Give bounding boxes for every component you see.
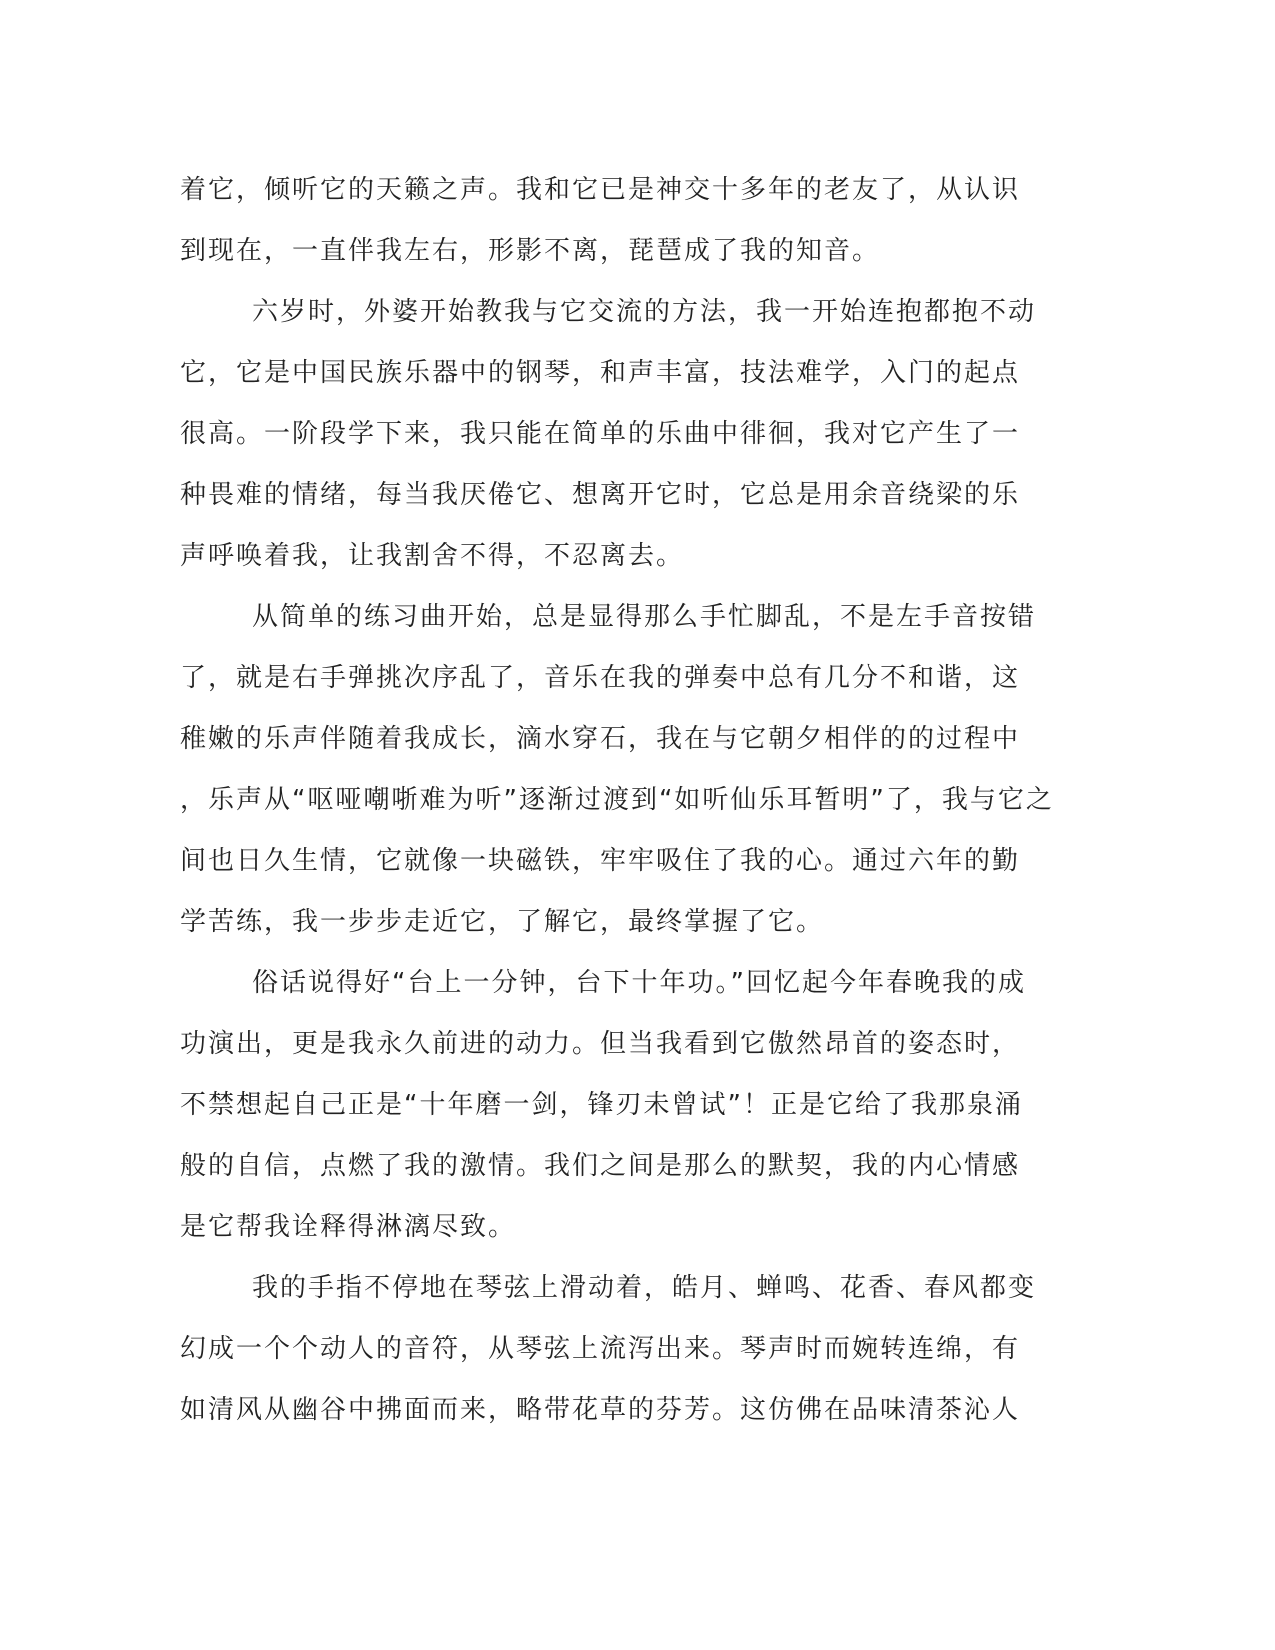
text-line: 般的自信，点燃了我的激情。我们之间是那么的默契，我的内心情感 <box>180 1151 1021 1181</box>
paragraph-start-line: 我的手指不停地在琴弦上滑动着，皓月、蝉鸣、花香、春风都变 <box>252 1273 1037 1303</box>
paragraph-start-line: 俗话说得好“台上一分钟，台下十年功。”回忆起今年春晚我的成 <box>252 968 1026 998</box>
text-line: 稚嫩的乐声伴随着我成长，滴水穿石，我在与它朝夕相伴的的过程中 <box>180 724 1021 754</box>
text-line: 它，它是中国民族乐器中的钢琴，和声丰富，技法难学，入门的起点 <box>180 358 1021 388</box>
text-line: 如清风从幽谷中拂面而来，略带花草的芬芳。这仿佛在品味清茶沁人 <box>180 1395 1021 1425</box>
text-line: 到现在，一直伴我左右，形影不离，琵琶成了我的知音。 <box>180 236 881 266</box>
text-line: 声呼唤着我，让我割舍不得，不忍离去。 <box>180 541 685 571</box>
paragraph-start-line: 从简单的练习曲开始，总是显得那么手忙脚乱，不是左手音按错 <box>252 602 1037 632</box>
text-line: 着它，倾听它的天籁之声。我和它已是神交十多年的老友了，从认识 <box>180 175 1021 205</box>
text-line: 功演出，更是我永久前进的动力。但当我看到它傲然昂首的姿态时， <box>180 1029 1021 1059</box>
text-line: 是它帮我诠释得淋漓尽致。 <box>180 1212 517 1242</box>
text-line: 幻成一个个动人的音符，从琴弦上流泻出来。琴声时而婉转连绵，有 <box>180 1334 1021 1364</box>
text-line: 很高。一阶段学下来，我只能在简单的乐曲中徘徊，我对它产生了一 <box>180 419 1021 449</box>
text-line: 种畏难的情绪，每当我厌倦它、想离开它时，它总是用余音绕梁的乐 <box>180 480 1021 510</box>
text-line: ，乐声从“呕哑嘲哳难为听”逐渐过渡到“如听仙乐耳暂明”了，我与它之 <box>180 785 1054 815</box>
text-line: 学苦练，我一步步走近它，了解它，最终掌握了它。 <box>180 907 825 937</box>
text-line: 不禁想起自己正是“十年磨一剑，锋刃未曾试”！正是它给了我那泉涌 <box>180 1090 1023 1120</box>
text-line: 了，就是右手弹挑次序乱了，音乐在我的弹奏中总有几分不和谐，这 <box>180 663 1021 693</box>
essay-body <box>180 160 1060 1441</box>
paragraph-start-line: 六岁时，外婆开始教我与它交流的方法，我一开始连抱都抱不动 <box>252 297 1037 327</box>
text-line: 间也日久生情，它就像一块磁铁，牢牢吸住了我的心。通过六年的勤 <box>180 846 1021 876</box>
